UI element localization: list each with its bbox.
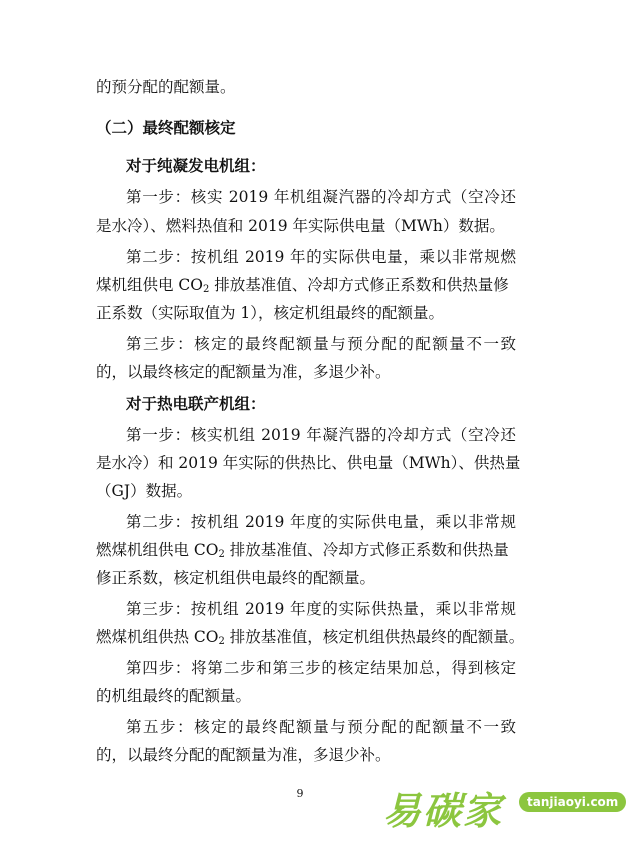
paragraph-line: 第三步：核定的最终配额量与预分配的配额量不一致 <box>126 335 516 353</box>
paragraph-line: 的机组最终的配额量。 <box>96 687 252 705</box>
line-part: 燃煤机组供电 CO <box>96 541 219 559</box>
subscript: 2 <box>218 636 225 647</box>
paragraph-line: 是水冷）和 2019 年实际的供热比、供电量（MWh）、供热量 <box>96 454 521 472</box>
subsection-heading: 对于纯凝发电机组： <box>126 156 266 175</box>
paragraph-line: 的预分配的配额量。 <box>96 78 236 96</box>
line-part: 排放基准值，核定机组供热最终的配额量。 <box>224 628 525 646</box>
paragraph-line: 第三步：按机组 2019 年度的实际供热量，乘以非常规 <box>126 600 516 618</box>
section-heading: （二）最终配额核定 <box>96 118 236 137</box>
paragraph-line: 是水冷）、燃料热值和 2019 年实际供电量（MWh）数据。 <box>96 217 505 235</box>
subsection-heading: 对于热电联产机组： <box>126 394 266 413</box>
paragraph-line: 第二步：按机组 2019 年度的实际供电量，乘以非常规 <box>126 513 516 531</box>
watermark-logo <box>383 778 619 838</box>
paragraph-line: 修正系数，核定机组供电最终的配额量。 <box>96 569 376 587</box>
paragraph-line: 第二步：按机组 2019 年的实际供电量，乘以非常规燃 <box>126 248 516 266</box>
paragraph-line: 第五步：核定的最终配额量与预分配的配额量不一致 <box>126 718 516 736</box>
paragraph-line: （GJ）数据。 <box>96 482 193 500</box>
line-part: 燃煤机组供热 CO <box>96 628 219 646</box>
paragraph-line: 正系数（实际取值为 1），核定机组最终的配额量。 <box>96 304 445 322</box>
paragraph-line: 的，以最终核定的配额量为准，多退少补。 <box>96 363 391 381</box>
paragraph-line: 第一步：核实机组 2019 年凝汽器的冷却方式（空冷还 <box>126 426 516 444</box>
line-part: 排放基准值、冷却方式修正系数和供热量 <box>224 541 509 559</box>
line-part: 排放基准值、冷却方式修正系数和供热量修 <box>209 276 509 294</box>
paragraph-line: 的，以最终分配的配额量为准，多退少补。 <box>96 746 391 764</box>
line-part: 煤机组供电 CO <box>96 276 203 294</box>
paragraph-line: 第一步：核实 2019 年机组凝汽器的冷却方式（空冷还 <box>126 188 516 206</box>
paragraph-line: 第四步：将第二步和第三步的核定结果加总，得到核定 <box>126 659 516 677</box>
watermark-brand-cn: 易碳家 <box>383 789 504 833</box>
watermark-brand-en: tanjiaoyi.com <box>519 792 626 812</box>
paragraph-line <box>96 274 516 296</box>
paragraph-line <box>96 539 516 561</box>
subscript: 2 <box>203 284 210 295</box>
paragraph-line <box>96 626 525 648</box>
page-number: 9 <box>296 787 304 800</box>
subscript: 2 <box>218 549 225 560</box>
